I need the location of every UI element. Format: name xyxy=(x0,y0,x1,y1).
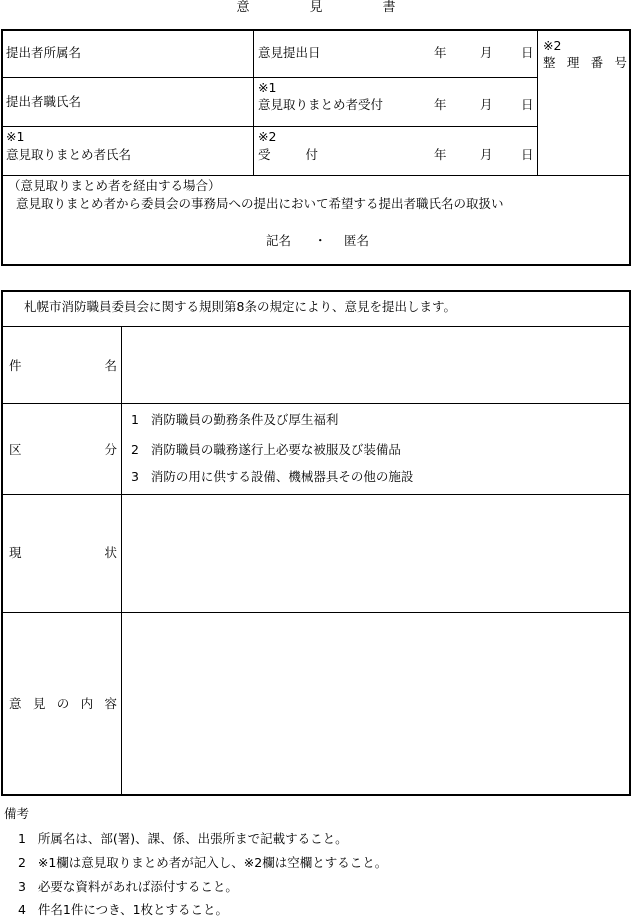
date-year: 年 xyxy=(434,45,447,60)
remark-item-4: 4 件名1件につき、1枚とすること。 xyxy=(18,902,229,916)
date-month: 月 xyxy=(480,45,493,60)
subject-label: 件 名 xyxy=(9,358,117,373)
option-separator: ・ xyxy=(314,233,327,248)
note2-mark: ※2 xyxy=(543,38,562,53)
intro-text: 札幌市消防職員委員会に関する規則第8条の規定により、意見を提出します。 xyxy=(24,299,456,314)
named-option[interactable]: 記名 xyxy=(266,233,292,248)
receipt-year: 年 xyxy=(434,97,447,112)
coordinator-receipt-label: 意見取りまとめ者受付 xyxy=(258,97,384,112)
category-option-2[interactable]: 2 消防職員の職務遂行上必要な被服及び装備品 xyxy=(131,442,401,457)
note2-mark-receipt: ※2 xyxy=(258,129,277,144)
subject-field[interactable] xyxy=(123,328,629,402)
accept-day: 日 xyxy=(521,147,534,162)
receipt-label: 受 付 xyxy=(258,147,318,162)
date-day: 日 xyxy=(521,45,534,60)
remarks-heading: 備考 xyxy=(4,806,30,821)
reference-number-label: 整 理 番 号 xyxy=(543,55,627,70)
remark-item-3: 3 必要な資料があれば添付すること。 xyxy=(18,879,238,894)
submission-date-label: 意見提出日 xyxy=(258,45,321,60)
category-option-3[interactable]: 3 消防の用に供する設備、機械器具その他の施設 xyxy=(131,469,414,484)
anonymous-option[interactable]: 匿名 xyxy=(344,233,370,248)
category-option-1[interactable]: 1 消防職員の勤務条件及び厚生福利 xyxy=(131,412,339,427)
remark-item-1: 1 所属名は、部(署)、課、係、出張所まで記載すること。 xyxy=(18,831,348,846)
submitter-department-label: 提出者所属名 xyxy=(6,45,82,60)
via-coordinator-note: （意見取りまとめ者を経由する場合） xyxy=(8,178,221,193)
status-field[interactable] xyxy=(123,496,629,611)
remark-item-2: 2 ※1欄は意見取りまとめ者が記入し、※2欄は空欄とすること。 xyxy=(18,855,388,870)
accept-month: 月 xyxy=(480,147,493,162)
coordinator-name-label: 意見取りまとめ者氏名 xyxy=(6,147,132,162)
handling-desire-text: 意見取りまとめ者から委員会の事務局への提出において希望する提出者職氏名の取扱い xyxy=(16,196,504,211)
note1-mark-coordinator: ※1 xyxy=(6,129,25,144)
receipt-day: 日 xyxy=(521,97,534,112)
accept-year: 年 xyxy=(434,147,447,162)
opinion-content-field[interactable] xyxy=(123,614,629,794)
submitter-title-name-label: 提出者職氏名 xyxy=(6,94,82,109)
note1-mark: ※1 xyxy=(258,80,277,95)
opinion-content-label: 意 見 の 内 容 xyxy=(9,696,117,711)
document-title: 意 見 書 xyxy=(236,0,396,15)
receipt-month: 月 xyxy=(480,97,493,112)
status-label: 現 状 xyxy=(9,545,117,560)
category-label: 区 分 xyxy=(9,442,117,457)
